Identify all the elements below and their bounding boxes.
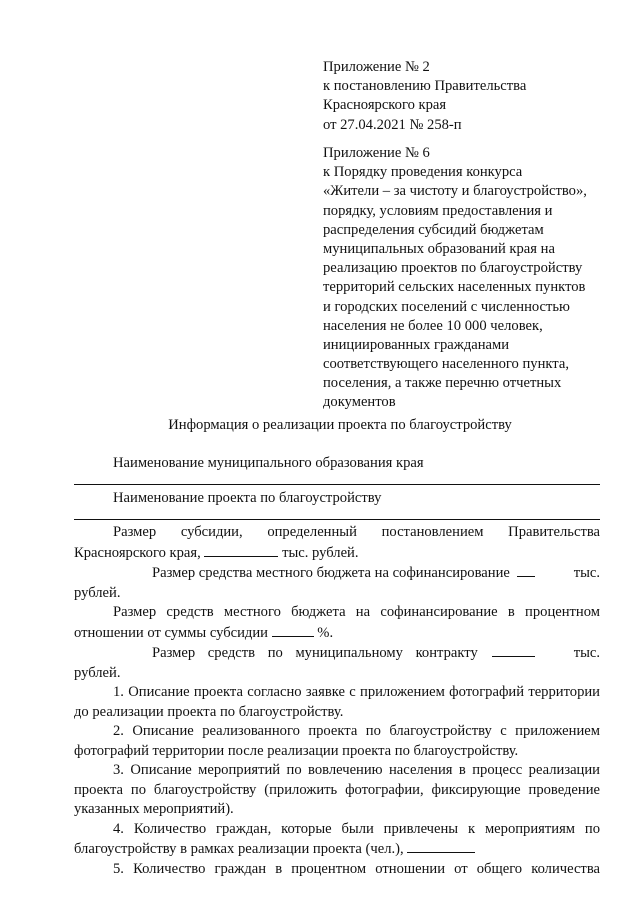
item-2: 2. Описание реализованного проекта по благоустройству с приложением фотографий территории после реализации проекта по благоустройству. [74, 723, 600, 759]
item-5: 5. Количество граждан в процентном отношении от общего количества [113, 860, 600, 877]
percent-blank [272, 623, 314, 637]
appendix-6-line: инициированных гражданами [323, 336, 510, 353]
appendix-2-header [323, 58, 526, 135]
appendix-6-line: и городских поселений с численностью [323, 298, 570, 315]
project-label: Наименование проекта по благоустройству [113, 490, 382, 506]
contract-line [74, 643, 600, 664]
local-budget-percent-line-2 [74, 623, 600, 644]
item-4-text: 4. Количество граждан, которые были привлечены к мероприятиям по благоустройству в рамках реализации проекта (чел.), [74, 820, 600, 857]
appendix-2-line: от 27.04.2021 № 258-п [323, 116, 462, 133]
contract-unit: тыс. [573, 645, 600, 661]
appendix-6-line: порядку, условиям предоставления и [323, 202, 553, 219]
local-budget-text: Размер средства местного бюджета на софинансирование [152, 565, 510, 581]
appendix-6-line: муниципальных образований края на [323, 240, 555, 257]
project-blank-line [74, 519, 600, 520]
appendix-2-line: Красноярского края [323, 97, 447, 114]
appendix-6-header [323, 144, 587, 413]
contract-unit-line: рублей. [74, 664, 121, 681]
municipality-blank-line [74, 484, 600, 485]
item-4-blank [407, 839, 475, 853]
document-title: Информация о реализации проекта по благоустройству [168, 417, 512, 433]
appendix-6-line: к Порядку проведения конкурса [323, 164, 523, 181]
subsidy-region-text: Красноярского края, [74, 544, 201, 561]
subsidy-amount-line: Размер субсидии, определенный постановлением Правительства [113, 524, 600, 540]
subsidy-amount-line-2 [74, 543, 600, 564]
appendix-2-line: Приложение № 2 [323, 59, 430, 75]
percent-sign: %. [317, 624, 334, 641]
appendix-6-line: поселения, а также перечню отчетных [323, 375, 562, 392]
contract-text: Размер средств по муниципальному контракту [152, 645, 478, 661]
municipality-label: Наименование муниципального образования края [113, 455, 424, 471]
local-budget-unit: тыс. [573, 565, 600, 581]
appendix-6-line: реализацию проектов по благоустройству [323, 260, 583, 277]
appendix-6-line: документов [323, 394, 396, 411]
local-budget-line [74, 563, 600, 584]
appendix-6-line: населения не более 10 000 человек, [323, 317, 543, 334]
local-budget-blank [517, 563, 535, 577]
local-budget-unit-line: рублей. [74, 584, 121, 601]
subsidy-amount-blank [204, 543, 278, 557]
subsidy-unit-text: тыс. рублей. [282, 544, 359, 561]
appendix-6-line: территорий сельских населенных пунктов [323, 279, 586, 296]
appendix-6-line: Приложение № 6 [323, 145, 430, 161]
report-body [74, 523, 600, 879]
appendix-2-line: к постановлению Правительства [323, 78, 527, 95]
item-4 [74, 820, 600, 860]
appendix-6-line: распределения субсидий бюджетам [323, 221, 544, 238]
contract-blank [492, 643, 535, 657]
item-1: 1. Описание проекта согласно заявке с приложением фотографий территории до реализации проекта по благоустройству. [74, 684, 600, 720]
local-budget-percent-line: Размер средств местного бюджета на софинансирование в процентном [113, 604, 600, 620]
percent-text: отношении от суммы субсидии [74, 624, 268, 641]
appendix-6-line: соответствующего населенного пункта, [323, 356, 569, 373]
item-3: 3. Описание мероприятий по вовлечению населения в процесс реализации проекта по благоустройству (приложить фотографии, фиксирующие проведение указанных мероприятий). [74, 762, 600, 817]
appendix-6-line: «Жители – за чистоту и благоустройство», [323, 183, 587, 200]
